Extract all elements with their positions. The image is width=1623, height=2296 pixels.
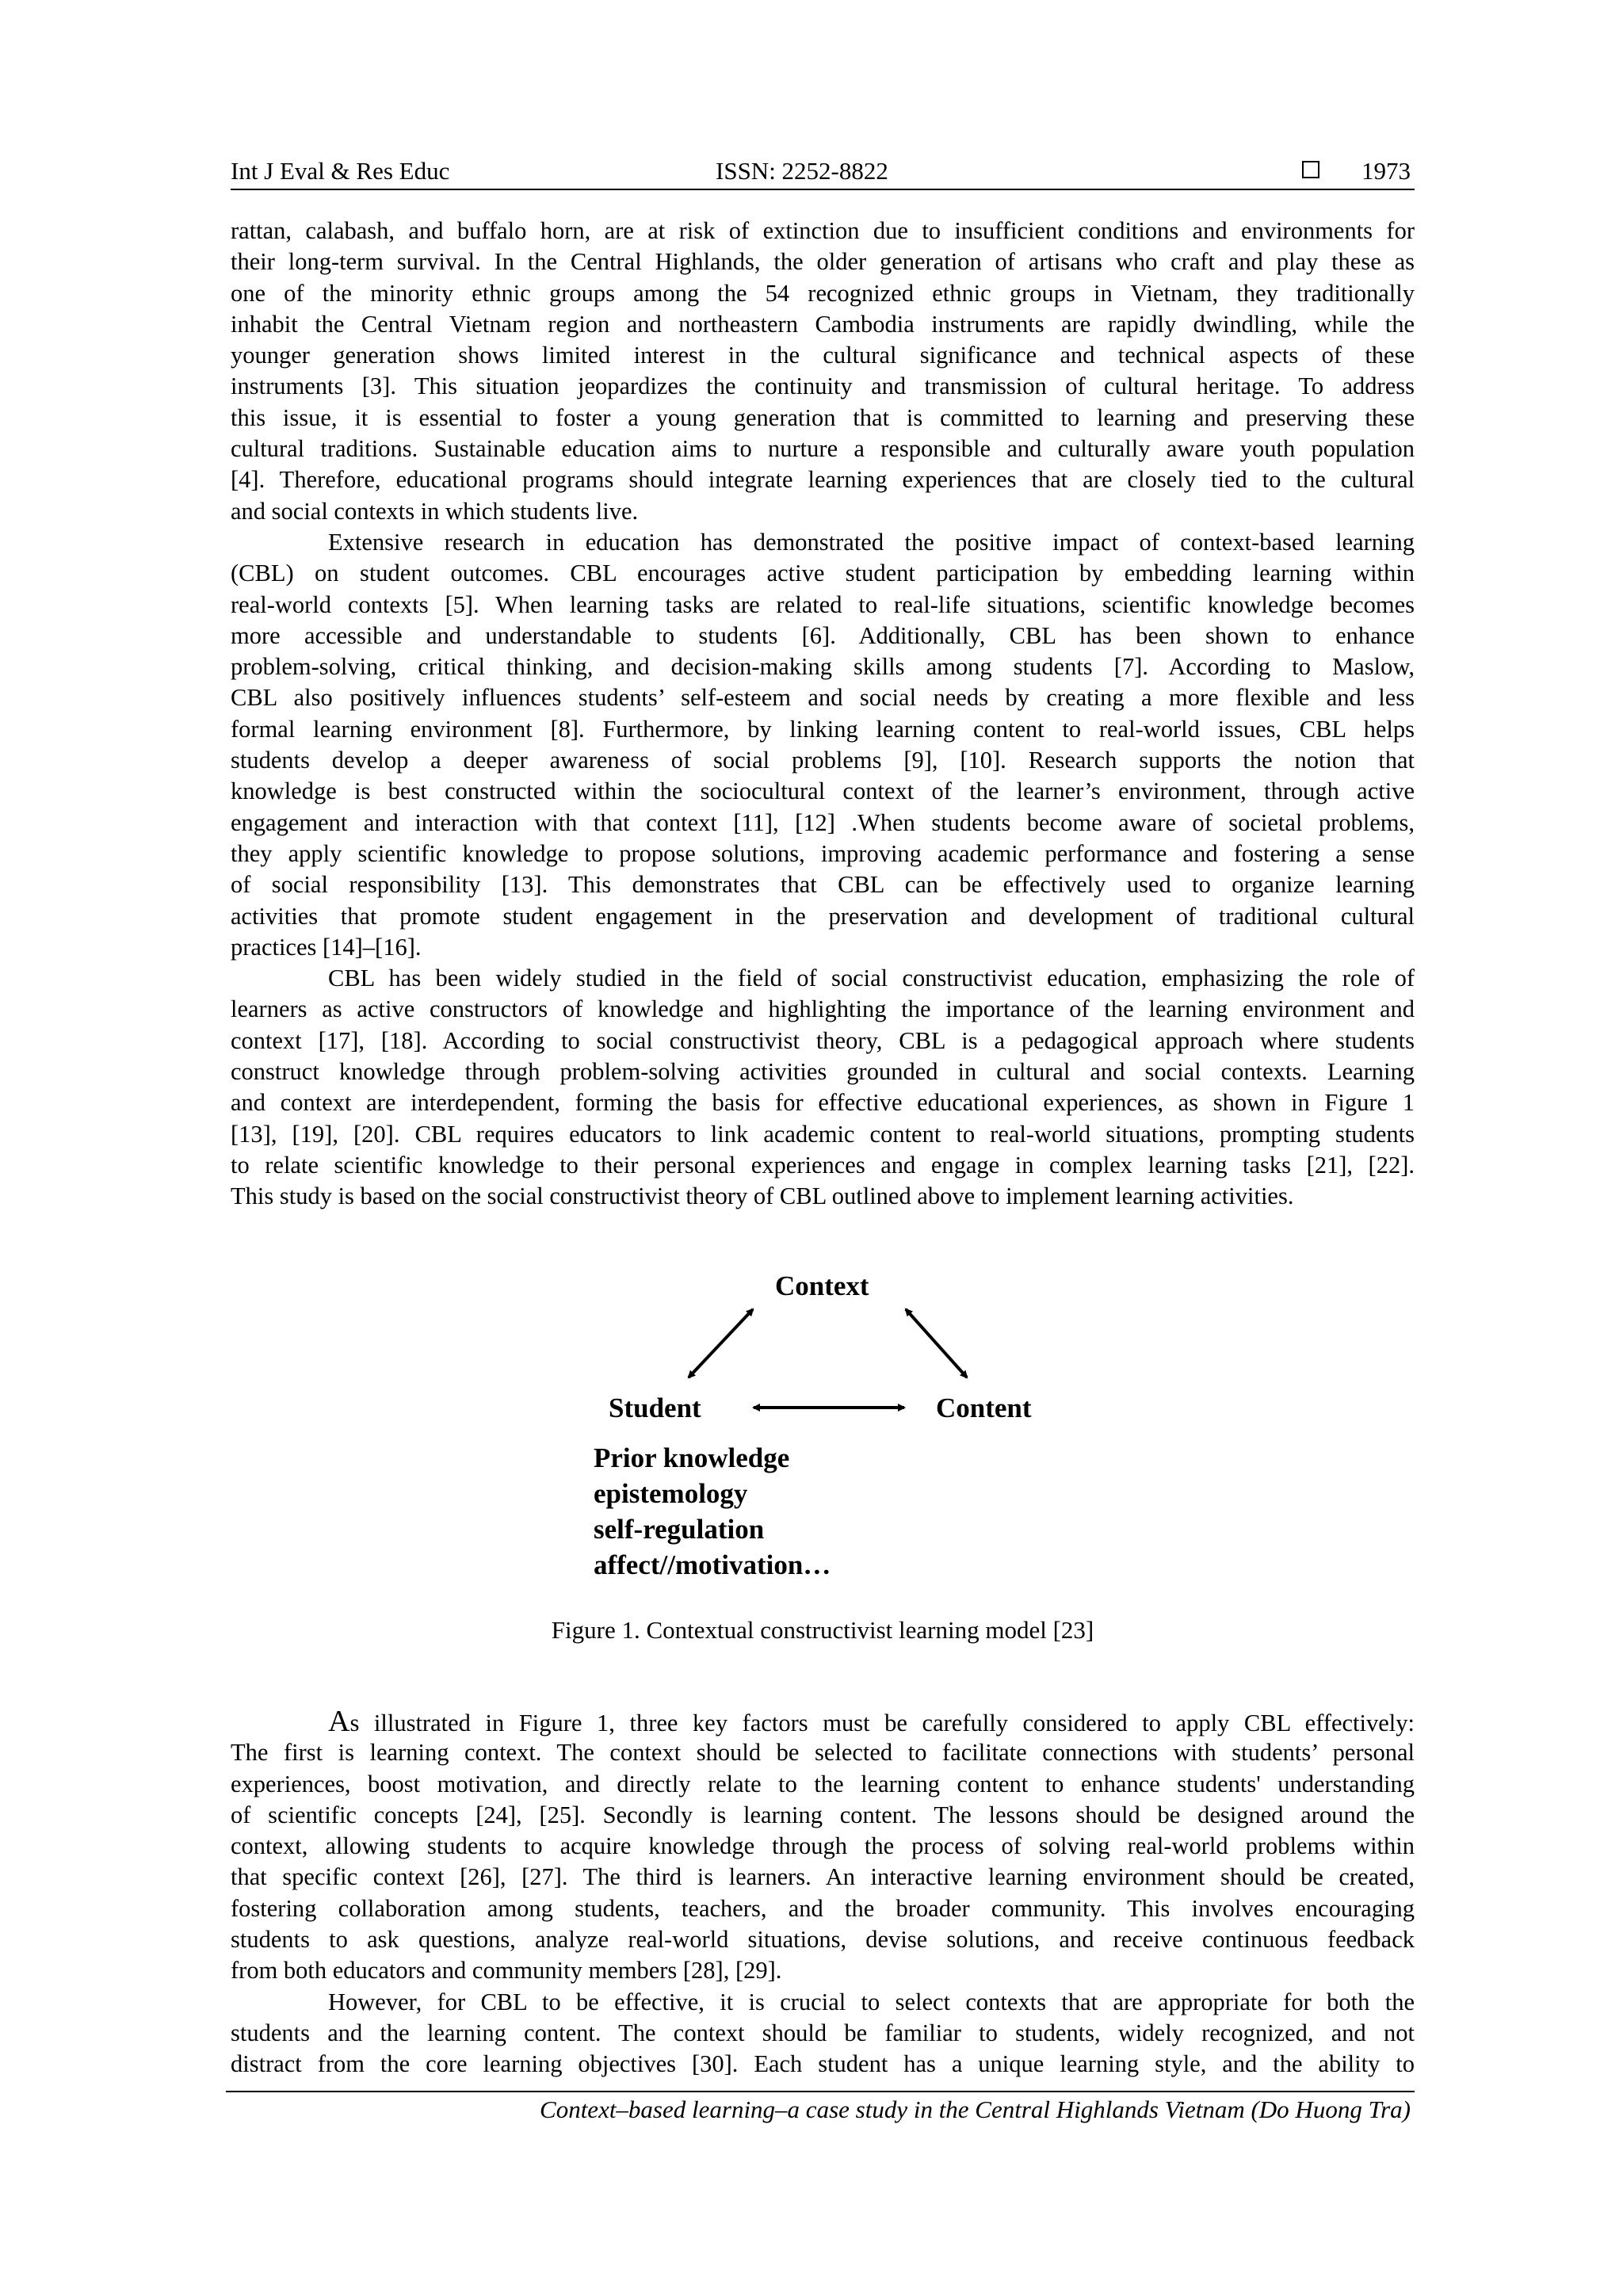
- running-header: [231, 154, 1415, 190]
- text-line: cultural traditions. Sustainable education aims to nurture a responsible and culturally aware youth population: [231, 435, 1415, 463]
- text-line: this issue, it is essential to foster a young generation that is committed to learning and preserving these: [231, 403, 1415, 431]
- text-line: real-world contexts [5]. When learning tasks are related to real-life situations, scientific knowledge becomes: [231, 590, 1415, 618]
- text-line: CBL also positively influences students’ self-esteem and social needs by creating a more flexible and less: [231, 684, 1415, 712]
- running-footer: Context–based learning–a case study in the Central Highlands Vietnam (Do Huong Tra): [540, 2095, 1411, 2123]
- student-attributes: [594, 1440, 831, 1583]
- text-line: activities that promote student engagement in the preservation and development of traditional cultural: [231, 902, 1415, 930]
- text-line: of scientific concepts [24], [25]. Secondly is learning content. The lessons should be designed around the: [231, 1801, 1415, 1828]
- square-bullet-icon: [1302, 161, 1319, 178]
- issn: ISSN: 2252-8822: [716, 157, 888, 185]
- paper-page: [231, 0, 1415, 2296]
- context-label: Context: [775, 1270, 869, 1301]
- body-text-upper: [231, 216, 1415, 1213]
- text-line: more accessible and understandable to students [6]. Additionally, CBL has been shown to enhance: [231, 621, 1415, 649]
- attribute-item: affect//motivation…: [594, 1549, 831, 1580]
- text-line: they apply scientific knowledge to propose solutions, improving academic performance and fostering a sense: [231, 839, 1415, 867]
- text-line: This study is based on the social constructivist theory of CBL outlined above to implement learning activities.: [231, 1182, 1294, 1210]
- body-text-lower: [231, 1706, 1415, 2080]
- text-line: CBL has been widely studied in the field of social constructivist education, emphasizing the role of: [328, 965, 1415, 992]
- text-line: context [17], [18]. According to social constructivist theory, CBL is a pedagogical approach where students: [231, 1026, 1415, 1054]
- text-line: learners as active constructors of knowledge and highlighting the importance of the learning environment and: [231, 995, 1415, 1023]
- text-line: The first is learning context. The context should be selected to facilitate connections with students’ personal: [231, 1739, 1415, 1767]
- text-line: distract from the core learning objectives [30]. Each student has a unique learning style, and the ability to: [231, 2050, 1415, 2078]
- text-line: students develop a deeper awareness of social problems [9], [10]. Research supports the notion that: [231, 747, 1415, 774]
- text-line: younger generation shows limited interest in the cultural significance and technical aspects of these: [231, 342, 1415, 369]
- text-line: one of the minority ethnic groups among the 54 recognized ethnic groups in Vietnam, they traditionally: [231, 279, 1415, 307]
- arrow-context-content: [906, 1309, 967, 1377]
- text-line-rest: s illustrated in Figure 1, three key factors must be carefully considered to apply CBL effectively:: [349, 1710, 1415, 1736]
- footer-rule: [226, 2091, 1415, 2092]
- text-line: from both educators and community members [28], [29].: [231, 1957, 782, 1985]
- attribute-item: epistemology: [594, 1478, 748, 1509]
- attribute-item: Prior knowledge: [594, 1442, 790, 1473]
- drop-letter: A: [328, 1705, 350, 1738]
- figure-1: [231, 1264, 1415, 1597]
- text-line: [13], [19], [20]. CBL requires educators to link academic content to real-world situations, prompting students: [231, 1120, 1415, 1148]
- text-line: their long-term survival. In the Central Highlands, the older generation of artisans who craft and play these as: [231, 248, 1415, 276]
- text-line: [4]. Therefore, educational programs should integrate learning experiences that are closely tied to the cultural: [231, 466, 1415, 494]
- text-line: problem-solving, critical thinking, and decision-making skills among students [7]. According to Maslow,: [231, 653, 1415, 681]
- text-line: Extensive research in education has demonstrated the positive impact of context-based learning: [328, 528, 1415, 556]
- text-line: [231, 1706, 1415, 1737]
- arrow-student-context: [689, 1309, 753, 1377]
- text-line: of social responsibility [13]. This demonstrates that CBL can be effectively used to organize learning: [231, 871, 1415, 899]
- text-line: engagement and interaction with that context [11], [12] .When students become aware of societal problems,: [231, 808, 1415, 836]
- student-label: Student: [609, 1392, 701, 1423]
- text-line: rattan, calabash, and buffalo horn, are at risk of extinction due to insufficient conditions and environments for: [231, 217, 1415, 244]
- attribute-item: self-regulation: [594, 1514, 765, 1545]
- text-line: to relate scientific knowledge to their personal experiences and engage in complex learning tasks [21], [22].: [231, 1151, 1415, 1179]
- figure-caption: Figure 1. Contextual constructivist learning model [23]: [551, 1616, 1094, 1644]
- text-line: However, for CBL to be effective, it is crucial to select contexts that are appropriate for both the: [328, 1988, 1415, 2015]
- text-line: context, allowing students to acquire knowledge through the process of solving real-world problems within: [231, 1832, 1415, 1860]
- text-line: that specific context [26], [27]. The third is learners. An interactive learning environment should be created,: [231, 1863, 1415, 1891]
- journal-name: Int J Eval & Res Educ: [231, 157, 450, 185]
- text-line: inhabit the Central Vietnam region and northeastern Cambodia instruments are rapidly dwindling, while the: [231, 310, 1415, 338]
- text-line: construct knowledge through problem-solving activities grounded in cultural and social contexts. Learning: [231, 1058, 1415, 1086]
- text-line: students and the learning content. The context should be familiar to students, widely recognized, and not: [231, 2019, 1415, 2046]
- page-number: 1973: [1361, 157, 1411, 185]
- text-line: and context are interdependent, forming the basis for effective educational experiences, as shown in Figure 1: [231, 1089, 1415, 1117]
- text-line: fostering collaboration among students, teachers, and the broader community. This involves encouraging: [231, 1894, 1415, 1922]
- text-line: students to ask questions, analyze real-world situations, devise solutions, and receive continuous feedback: [231, 1926, 1415, 1954]
- text-line: instruments [3]. This situation jeopardizes the continuity and transmission of cultural heritage. To address: [231, 372, 1415, 400]
- text-line: experiences, boost motivation, and directly relate to the learning content to enhance students' understanding: [231, 1770, 1415, 1797]
- text-line: knowledge is best constructed within the sociocultural context of the learner’s environment, through active: [231, 777, 1415, 805]
- text-line: (CBL) on student outcomes. CBL encourages active student participation by embedding learning within: [231, 560, 1415, 587]
- text-line: formal learning environment [8]. Furthermore, by linking learning content to real-world issues, CBL helps: [231, 715, 1415, 743]
- text-line: and social contexts in which students live.: [231, 497, 639, 525]
- text-line: practices [14]–[16].: [231, 933, 422, 961]
- content-label: Content: [936, 1392, 1032, 1423]
